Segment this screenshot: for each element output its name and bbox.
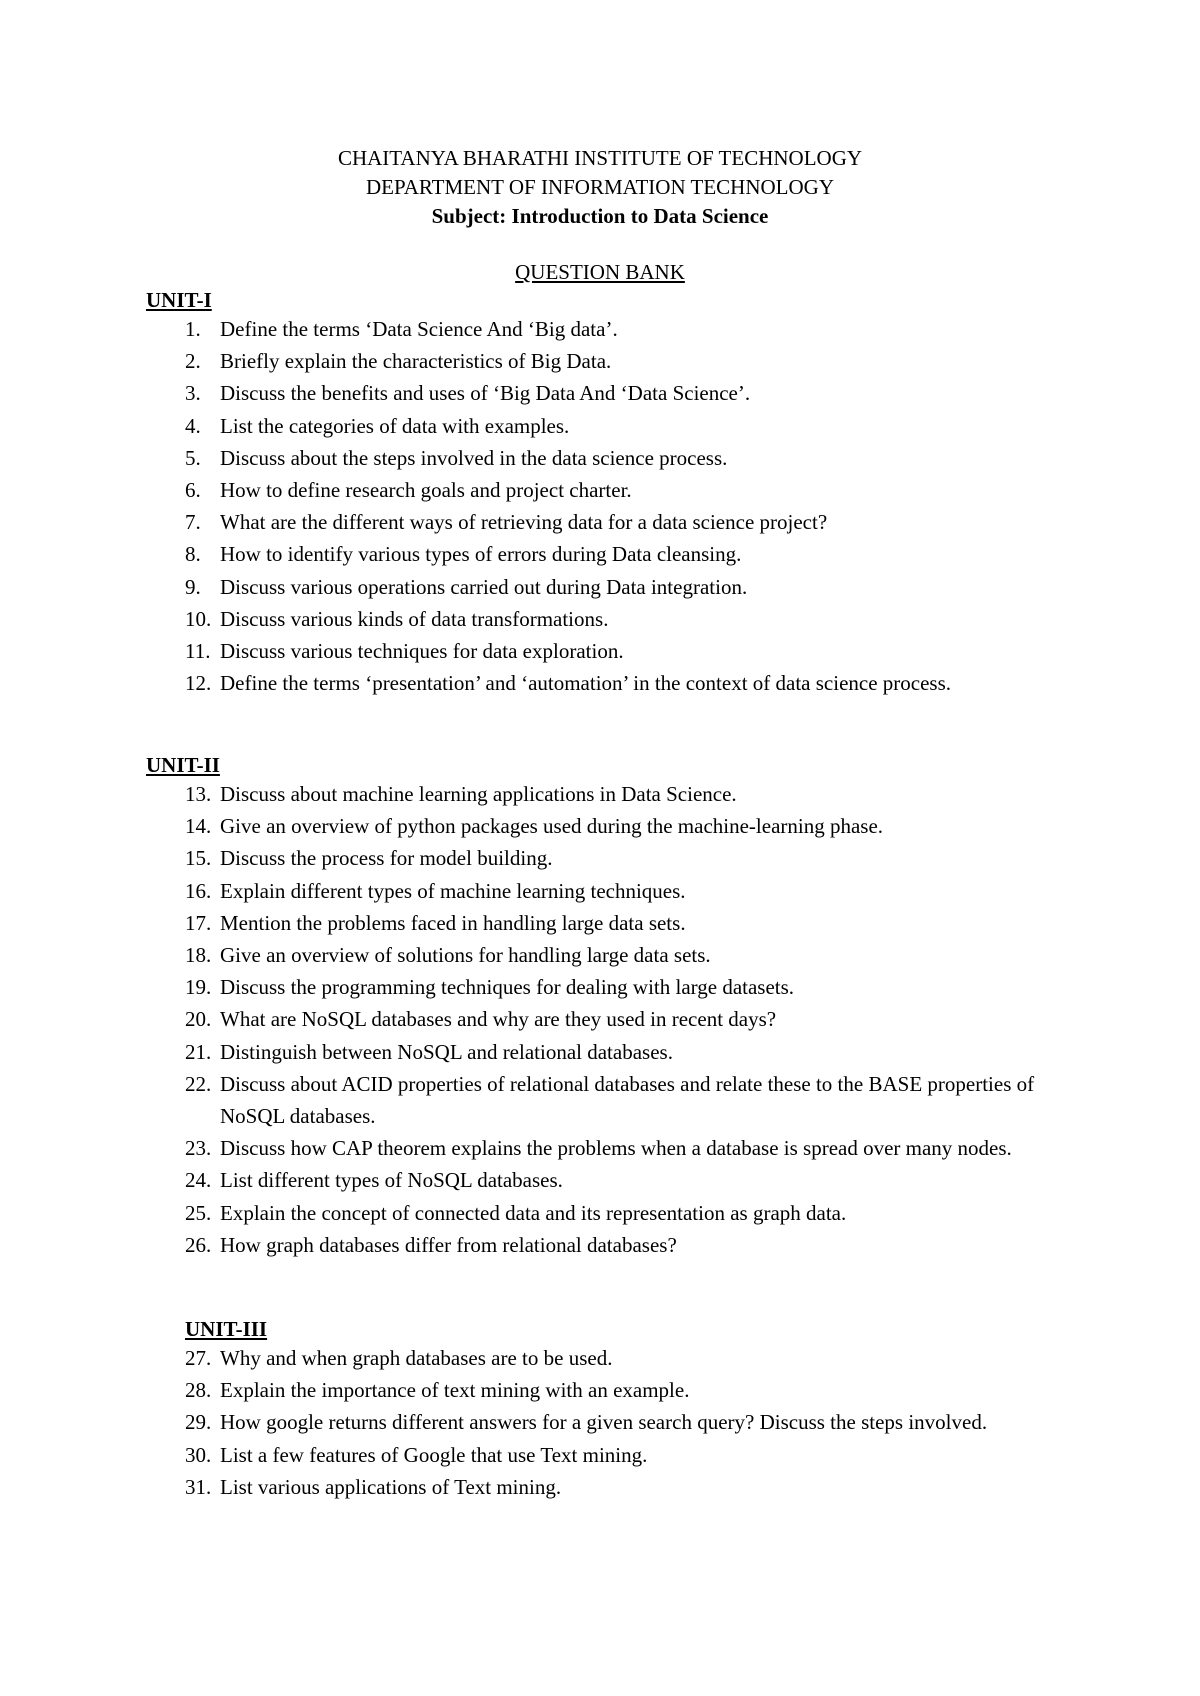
question-item <box>185 1229 1055 1261</box>
institute-name: CHAITANYA BHARATHI INSTITUTE OF TECHNOLOGY <box>337 146 863 170</box>
question-number: 16. <box>185 878 212 903</box>
department-name: DEPARTMENT OF INFORMATION TECHNOLOGY <box>366 175 834 199</box>
question-item <box>185 842 1055 874</box>
question-number: 30. <box>185 1442 212 1467</box>
question-item <box>185 377 1055 409</box>
question-item <box>185 538 1055 570</box>
question-text: List different types of NoSQL databases. <box>220 1168 563 1193</box>
question-item <box>185 1164 1055 1196</box>
question-text: Give an overview of python packages used during the machine-learning phase. <box>220 814 884 839</box>
question-text: How to define research goals and project charter. <box>220 478 632 503</box>
question-item <box>185 810 1055 842</box>
question-number: 29. <box>185 1410 212 1435</box>
question-item <box>185 1406 1055 1438</box>
question-item <box>185 778 1055 810</box>
question-item <box>185 603 1055 635</box>
question-text: Mention the problems faced in handling large data sets. <box>220 910 686 935</box>
question-item <box>185 907 1055 939</box>
question-number: 10. <box>185 606 212 631</box>
question-text: Discuss various techniques for data exploration. <box>220 639 624 664</box>
question-number: 24. <box>185 1168 212 1193</box>
question-number: 21. <box>185 1039 212 1064</box>
question-text: What are NoSQL databases and why are they used in recent days? <box>220 1007 777 1032</box>
document-header <box>0 144 1200 231</box>
question-text: Distinguish between NoSQL and relational databases. <box>220 1039 673 1064</box>
unit-3-heading: UNIT-III <box>185 1317 268 1341</box>
question-number: 1. <box>185 317 201 341</box>
unit-1-heading: UNIT-I <box>146 288 212 312</box>
question-text: What are the different ways of retrieving data for a data science project? <box>220 510 828 535</box>
unit-2-heading: UNIT-II <box>146 753 220 777</box>
question-item <box>185 1374 1055 1406</box>
question-text: Define the terms ‘presentation’ and ‘automation’ in the context of data science process. <box>220 671 952 696</box>
question-text: How google returns different answers for a given search query? Discuss the steps involved. <box>220 1410 988 1435</box>
question-text: Discuss the process for model building. <box>220 846 553 871</box>
question-text: Discuss how CAP theorem explains the problems when a database is spread over many nodes. <box>220 1136 1012 1161</box>
question-text: Explain different types of machine learning techniques. <box>220 878 686 903</box>
question-number: 8. <box>185 542 201 567</box>
question-number: 14. <box>185 814 212 839</box>
question-number: 19. <box>185 975 212 1000</box>
question-item <box>185 410 1055 442</box>
question-text: Discuss about machine learning applications in Data Science. <box>220 782 737 806</box>
question-item <box>185 442 1055 474</box>
question-number: 26. <box>185 1232 212 1257</box>
unit-2-question-list <box>185 778 1055 1261</box>
question-text: How graph databases differ from relational databases? <box>220 1232 677 1257</box>
question-number: 20. <box>185 1007 212 1032</box>
question-item <box>185 1132 1055 1164</box>
question-text: Why and when graph databases are to be used. <box>220 1346 613 1370</box>
subject-title: Subject: Introduction to Data Science <box>431 204 769 228</box>
question-number: 13. <box>185 782 212 806</box>
question-number: 5. <box>185 445 201 470</box>
question-item <box>185 939 1055 971</box>
question-text: Discuss various kinds of data transformations. <box>220 606 609 631</box>
question-item <box>185 1342 1055 1374</box>
question-number: 28. <box>185 1378 212 1403</box>
question-number: 15. <box>185 846 212 871</box>
question-number: 18. <box>185 943 212 968</box>
question-text: Briefly explain the characteristics of Big Data. <box>220 349 612 374</box>
question-text: Discuss the benefits and uses of ‘Big Data And ‘Data Science’. <box>220 381 751 406</box>
unit-3-question-list <box>185 1342 1055 1503</box>
question-bank-title: QUESTION BANK <box>515 260 685 284</box>
question-item <box>185 313 1055 345</box>
question-number: 25. <box>185 1200 212 1225</box>
question-text: Discuss various operations carried out during Data integration. <box>220 574 748 599</box>
question-item <box>185 1439 1055 1471</box>
question-item <box>185 474 1055 506</box>
question-item <box>185 635 1055 667</box>
question-number: 31. <box>185 1474 212 1499</box>
question-item <box>185 1471 1055 1503</box>
question-text: List a few features of Google that use Text mining. <box>220 1442 648 1467</box>
question-text: Discuss the programming techniques for dealing with large datasets. <box>220 975 795 1000</box>
question-item <box>185 1068 1055 1132</box>
question-number: 17. <box>185 910 212 935</box>
question-number: 9. <box>185 574 201 599</box>
question-item <box>185 506 1055 538</box>
question-text: How to identify various types of errors during Data cleansing. <box>220 542 742 567</box>
question-item <box>185 1003 1055 1035</box>
question-text: List various applications of Text mining. <box>220 1474 562 1499</box>
question-item <box>185 1036 1055 1068</box>
question-item <box>185 345 1055 377</box>
question-text: Discuss about ACID properties of relational databases and relate these to the BASE properties of NoSQL databases. <box>220 1071 1035 1129</box>
question-number: 6. <box>185 478 201 503</box>
question-number: 12. <box>185 671 212 696</box>
question-number: 2. <box>185 349 201 374</box>
question-text: Give an overview of solutions for handling large data sets. <box>220 943 711 968</box>
question-item <box>185 875 1055 907</box>
question-number: 4. <box>185 413 201 438</box>
question-text: Explain the concept of connected data and its representation as graph data. <box>220 1200 847 1225</box>
question-number: 22. <box>185 1071 212 1096</box>
question-number: 11. <box>185 639 211 664</box>
question-item <box>185 667 1055 699</box>
question-text: List the categories of data with examples. <box>220 413 570 438</box>
question-text: Define the terms ‘Data Science And ‘Big data’. <box>220 317 618 341</box>
question-number: 3. <box>185 381 201 406</box>
question-item <box>185 1197 1055 1229</box>
question-item <box>185 971 1055 1003</box>
unit-1-question-list <box>185 313 1055 699</box>
question-number: 27. <box>185 1346 212 1370</box>
question-text: Explain the importance of text mining with an example. <box>220 1378 690 1403</box>
question-item <box>185 571 1055 603</box>
question-text: Discuss about the steps involved in the data science process. <box>220 445 728 470</box>
question-number: 7. <box>185 510 201 535</box>
question-number: 23. <box>185 1136 212 1161</box>
